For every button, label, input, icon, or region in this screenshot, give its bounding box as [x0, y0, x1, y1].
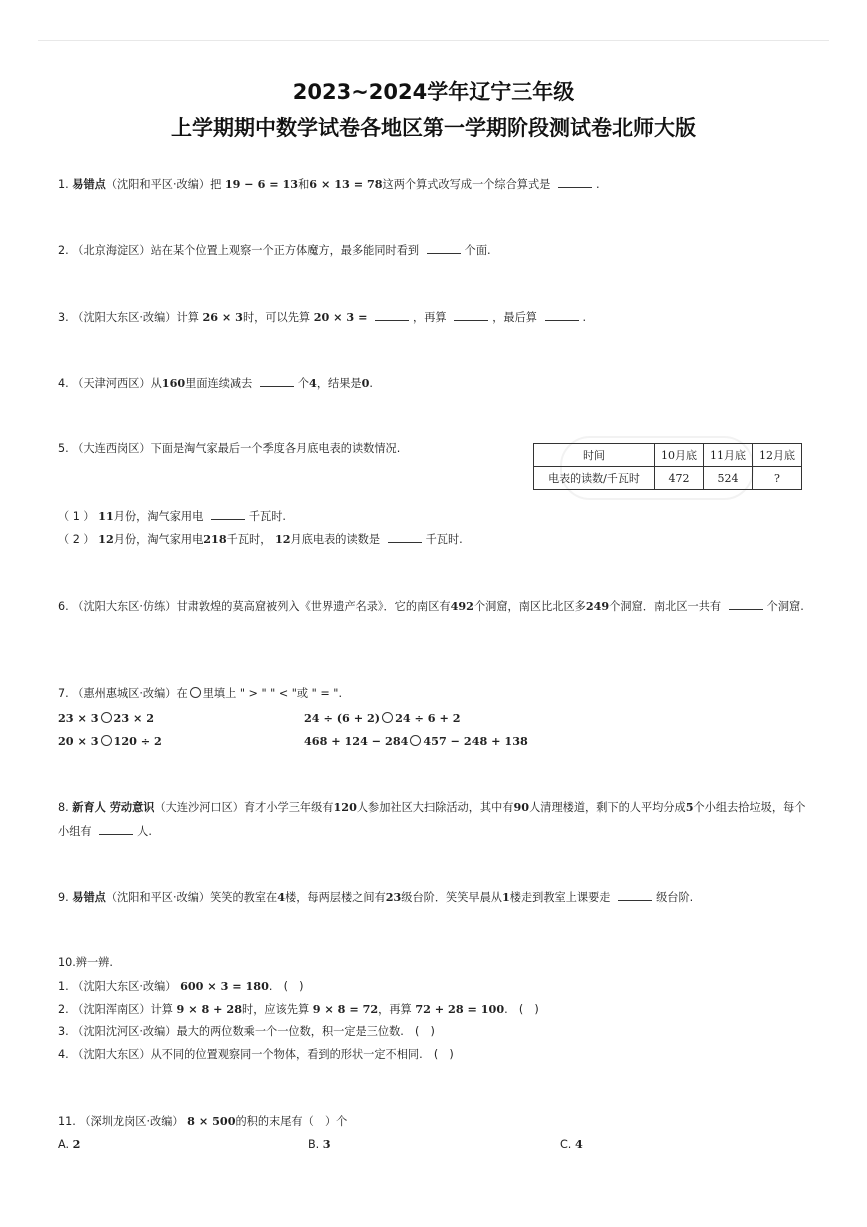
- text: 里填上 " > " " < "或 " = ".: [202, 687, 343, 700]
- question-source: （沈阳沈河区·改编）: [72, 1025, 177, 1038]
- text: 个面.: [464, 244, 491, 257]
- math-expr: 24 ÷ 6 + 2: [395, 711, 461, 725]
- text: 里面连续减去: [185, 377, 253, 390]
- text: .: [369, 377, 373, 390]
- text: 人.: [137, 825, 152, 838]
- math-expr: 24 ÷ (6 + 2): [304, 711, 381, 725]
- question-source: （天津河西区）: [72, 377, 151, 390]
- judge-item-2: [58, 1001, 539, 1018]
- math-expr: 457 − 248 + 138: [423, 734, 528, 748]
- choice-value: 2: [72, 1137, 81, 1151]
- table-cell: 10月底: [655, 444, 704, 467]
- sub-question-number: （ 1 ）: [58, 510, 95, 523]
- math-expr: 0: [361, 376, 370, 390]
- math-expr: 218: [203, 532, 227, 546]
- question-number: 3.: [58, 311, 69, 324]
- answer-blank[interactable]: [558, 177, 592, 188]
- math-expr: 1: [502, 890, 510, 904]
- text: 辨一辨.: [75, 956, 113, 969]
- question-number: 5.: [58, 442, 69, 455]
- question-source: （大连沙河口区）: [154, 801, 244, 814]
- text: 个洞窟．南北区一共有: [609, 600, 722, 613]
- question-number: 2.: [58, 244, 69, 257]
- item-number: 3.: [58, 1025, 69, 1038]
- text: 月底电表的读数是: [290, 533, 381, 546]
- judge-item-4: [58, 1047, 454, 1063]
- math-expr: 9 × 8 + 28: [176, 1002, 242, 1016]
- question-source: （沈阳大东区·改编）: [72, 980, 177, 993]
- text: 最大的两位数乘一个一位数，积一定是三位数. ( ): [176, 1025, 435, 1038]
- item-number: 4.: [58, 1048, 69, 1061]
- question-source: （深圳龙岗区·改编）: [79, 1115, 184, 1128]
- compare-circle[interactable]: [101, 735, 112, 746]
- text: 千瓦时.: [425, 533, 463, 546]
- answer-blank[interactable]: [99, 824, 133, 835]
- question-tag: 易错点: [72, 891, 106, 904]
- judge-item-1: [58, 978, 304, 995]
- text: 千瓦时.: [248, 510, 286, 523]
- question-number: 11.: [58, 1115, 76, 1128]
- compare-item-3: [58, 733, 162, 750]
- text: 和: [298, 178, 310, 191]
- text: 把: [210, 178, 222, 191]
- text: 时，可以先算: [242, 311, 311, 324]
- text: 笑笑的教室在: [210, 891, 278, 904]
- text: 这两个算式改写成一个综合算式是: [382, 178, 551, 191]
- question-7: [58, 686, 342, 702]
- compare-circle[interactable]: [382, 712, 393, 723]
- question-number: 8.: [58, 801, 69, 814]
- math-expr: 90: [513, 800, 530, 814]
- math-expr: 600 × 3 = 180: [180, 979, 269, 993]
- question-3: [58, 309, 586, 326]
- page-title-line-1: 2023~2024学年辽宁三年级: [292, 80, 575, 104]
- text: .: [582, 311, 587, 324]
- text: 月份，淘气家用电: [113, 510, 204, 523]
- math-expr: 23 × 3: [58, 711, 99, 725]
- choice-value: 3: [322, 1137, 331, 1151]
- table-cell: 时间: [534, 444, 655, 467]
- question-source: （惠州惠城区·改编）: [72, 687, 177, 700]
- text: 人清理楼道，剩下的人平均分成: [529, 801, 686, 814]
- math-expr: 9 × 8 = 72: [312, 1002, 379, 1016]
- math-expr: 5: [685, 800, 694, 814]
- meter-reading-table: [533, 443, 802, 490]
- question-6: [58, 594, 810, 619]
- question-5-part-1: [58, 508, 286, 525]
- math-expr: 492: [450, 599, 474, 613]
- text: 站在某个位置上观察一个正方体魔方，最多能同时看到: [150, 244, 420, 257]
- table-cell: ?: [753, 467, 802, 490]
- answer-blank[interactable]: [375, 310, 409, 321]
- item-number: 2.: [58, 1003, 69, 1016]
- math-expr: 8 × 500: [187, 1114, 236, 1128]
- math-expr: 120 ÷ 2: [113, 734, 162, 748]
- text: 甘肃敦煌的莫高窟被列入《世界遗产名录》．它的南区有: [176, 600, 451, 613]
- question-2: [58, 243, 491, 259]
- question-5-part-2: [58, 531, 463, 548]
- math-expr: 12: [98, 532, 114, 546]
- math-expr: 160: [161, 376, 186, 390]
- question-number: 6.: [58, 600, 69, 613]
- math-expr: 23 × 2: [113, 711, 155, 725]
- answer-blank[interactable]: [388, 532, 422, 543]
- text: 千瓦时，: [226, 533, 272, 546]
- math-expr: 23: [385, 890, 402, 904]
- math-expr: 19 − 6 = 13: [224, 177, 299, 191]
- choice-a[interactable]: [58, 1136, 80, 1153]
- question-source: （北京海淀区）: [72, 244, 151, 257]
- answer-blank[interactable]: [618, 890, 652, 901]
- question-source: （沈阳浑南区）: [72, 1003, 151, 1016]
- question-number: 10.: [58, 956, 76, 969]
- answer-blank[interactable]: [260, 376, 294, 387]
- sub-question-number: （ 2 ）: [58, 533, 95, 546]
- math-expr: 20 × 3: [58, 734, 99, 748]
- answer-blank[interactable]: [545, 310, 579, 321]
- question-1: [58, 176, 600, 193]
- text: 时，应该先算: [242, 1003, 310, 1016]
- text: 人参加社区大扫除活动，其中有: [356, 801, 514, 814]
- math-expr: 12: [274, 532, 291, 546]
- question-4: [58, 375, 373, 392]
- table-header-row: [534, 444, 802, 467]
- judge-parens[interactable]: . ( ): [504, 1003, 539, 1016]
- choice-c[interactable]: [560, 1136, 583, 1153]
- text: 个小组去拾垃圾，每个小组有: [58, 801, 806, 838]
- question-source: （沈阳大东区）: [72, 1048, 151, 1061]
- text: ，最后算: [492, 311, 537, 324]
- math-expr: 120: [333, 800, 357, 814]
- math-expr: 468 + 124 − 284: [304, 734, 409, 748]
- judge-parens[interactable]: . ( ): [268, 980, 304, 993]
- question-11: [58, 1113, 347, 1130]
- table-cell: 电表的读数/千瓦时: [534, 467, 655, 490]
- compare-item-4: [304, 733, 528, 750]
- question-number: 7.: [58, 687, 69, 700]
- math-expr: 249: [585, 599, 610, 613]
- choice-letter: C.: [560, 1138, 572, 1151]
- text: ，结果是: [316, 377, 362, 390]
- text: 个洞窟.: [766, 600, 804, 613]
- math-expr: 26 × 3: [202, 310, 243, 324]
- judge-item-3: [58, 1024, 435, 1040]
- text: 计算: [150, 1003, 173, 1016]
- math-expr: 6 × 13 = 78: [309, 177, 383, 191]
- table-cell: 524: [704, 467, 753, 490]
- question-number: 4.: [58, 377, 69, 390]
- table-cell: 11月底: [704, 444, 753, 467]
- math-expr: 4: [309, 376, 317, 390]
- text: 育才小学三年级有: [243, 801, 334, 814]
- answer-blank[interactable]: [729, 599, 763, 610]
- question-source: （沈阳大东区·改编）: [72, 311, 177, 324]
- question-tag: 易错点: [72, 178, 106, 191]
- math-expr: 4: [277, 890, 286, 904]
- text: 在: [176, 687, 188, 700]
- text: 的积的末尾有（ ）个: [235, 1115, 348, 1128]
- math-expr: 72 + 28 = 100: [415, 1002, 505, 1016]
- text: 个洞窟，南区比北区多: [473, 600, 586, 613]
- text: 月份，淘气家用电: [113, 533, 204, 546]
- compare-circle[interactable]: [410, 735, 421, 746]
- answer-blank[interactable]: [211, 509, 245, 520]
- choice-value: 4: [574, 1137, 583, 1151]
- text: 从不同的位置观察同一个物体，看到的形状一定不相同. ( ): [150, 1048, 454, 1061]
- question-9: [58, 889, 693, 906]
- question-number: 1.: [58, 178, 69, 191]
- text: 下面是淘气家最后一个季度各月底电表的读数情况.: [150, 442, 401, 455]
- question-source: （沈阳大东区·仿练）: [72, 600, 177, 613]
- text: 计算: [176, 311, 199, 324]
- math-expr: 11: [98, 509, 114, 523]
- choice-letter: A.: [58, 1138, 70, 1151]
- compare-circle[interactable]: [101, 712, 112, 723]
- table-cell: 12月底: [753, 444, 802, 467]
- text: 楼，每两层楼之间有: [285, 891, 386, 904]
- text: .: [595, 178, 600, 191]
- question-5: [58, 441, 400, 457]
- math-expr: 20 × 3 =: [313, 310, 368, 324]
- text: 级台阶．笑笑早晨从: [401, 891, 502, 904]
- question-source: （沈阳和平区·改编）: [105, 891, 211, 904]
- text: 从: [150, 377, 162, 390]
- page-title-line-2: 上学期期中数学试卷各地区第一学期阶段测试卷北师大版: [171, 116, 696, 140]
- answer-blank[interactable]: [454, 310, 488, 321]
- question-number: 9.: [58, 891, 69, 904]
- question-8: [58, 795, 810, 844]
- compare-item-1: [58, 710, 154, 727]
- table-cell: 472: [655, 467, 704, 490]
- choice-letter: B.: [308, 1138, 320, 1151]
- circle-icon: [190, 687, 201, 698]
- answer-blank[interactable]: [427, 243, 461, 254]
- compare-item-2: [304, 710, 461, 727]
- item-number: 1.: [58, 980, 69, 993]
- question-source: （大连西岗区）: [72, 442, 151, 455]
- question-tag: 新育人 劳动意识: [72, 801, 155, 814]
- choice-b[interactable]: [308, 1136, 331, 1153]
- table-row: [534, 467, 802, 490]
- question-10: [58, 955, 113, 971]
- text: 个: [297, 377, 310, 390]
- text: 楼走到教室上课要走: [509, 891, 611, 904]
- question-source: （沈阳和平区·改编）: [105, 178, 211, 191]
- top-rule: [38, 40, 829, 41]
- text: ，再算: [413, 311, 447, 324]
- text: 级台阶.: [656, 891, 694, 904]
- text: ，再算: [378, 1003, 412, 1016]
